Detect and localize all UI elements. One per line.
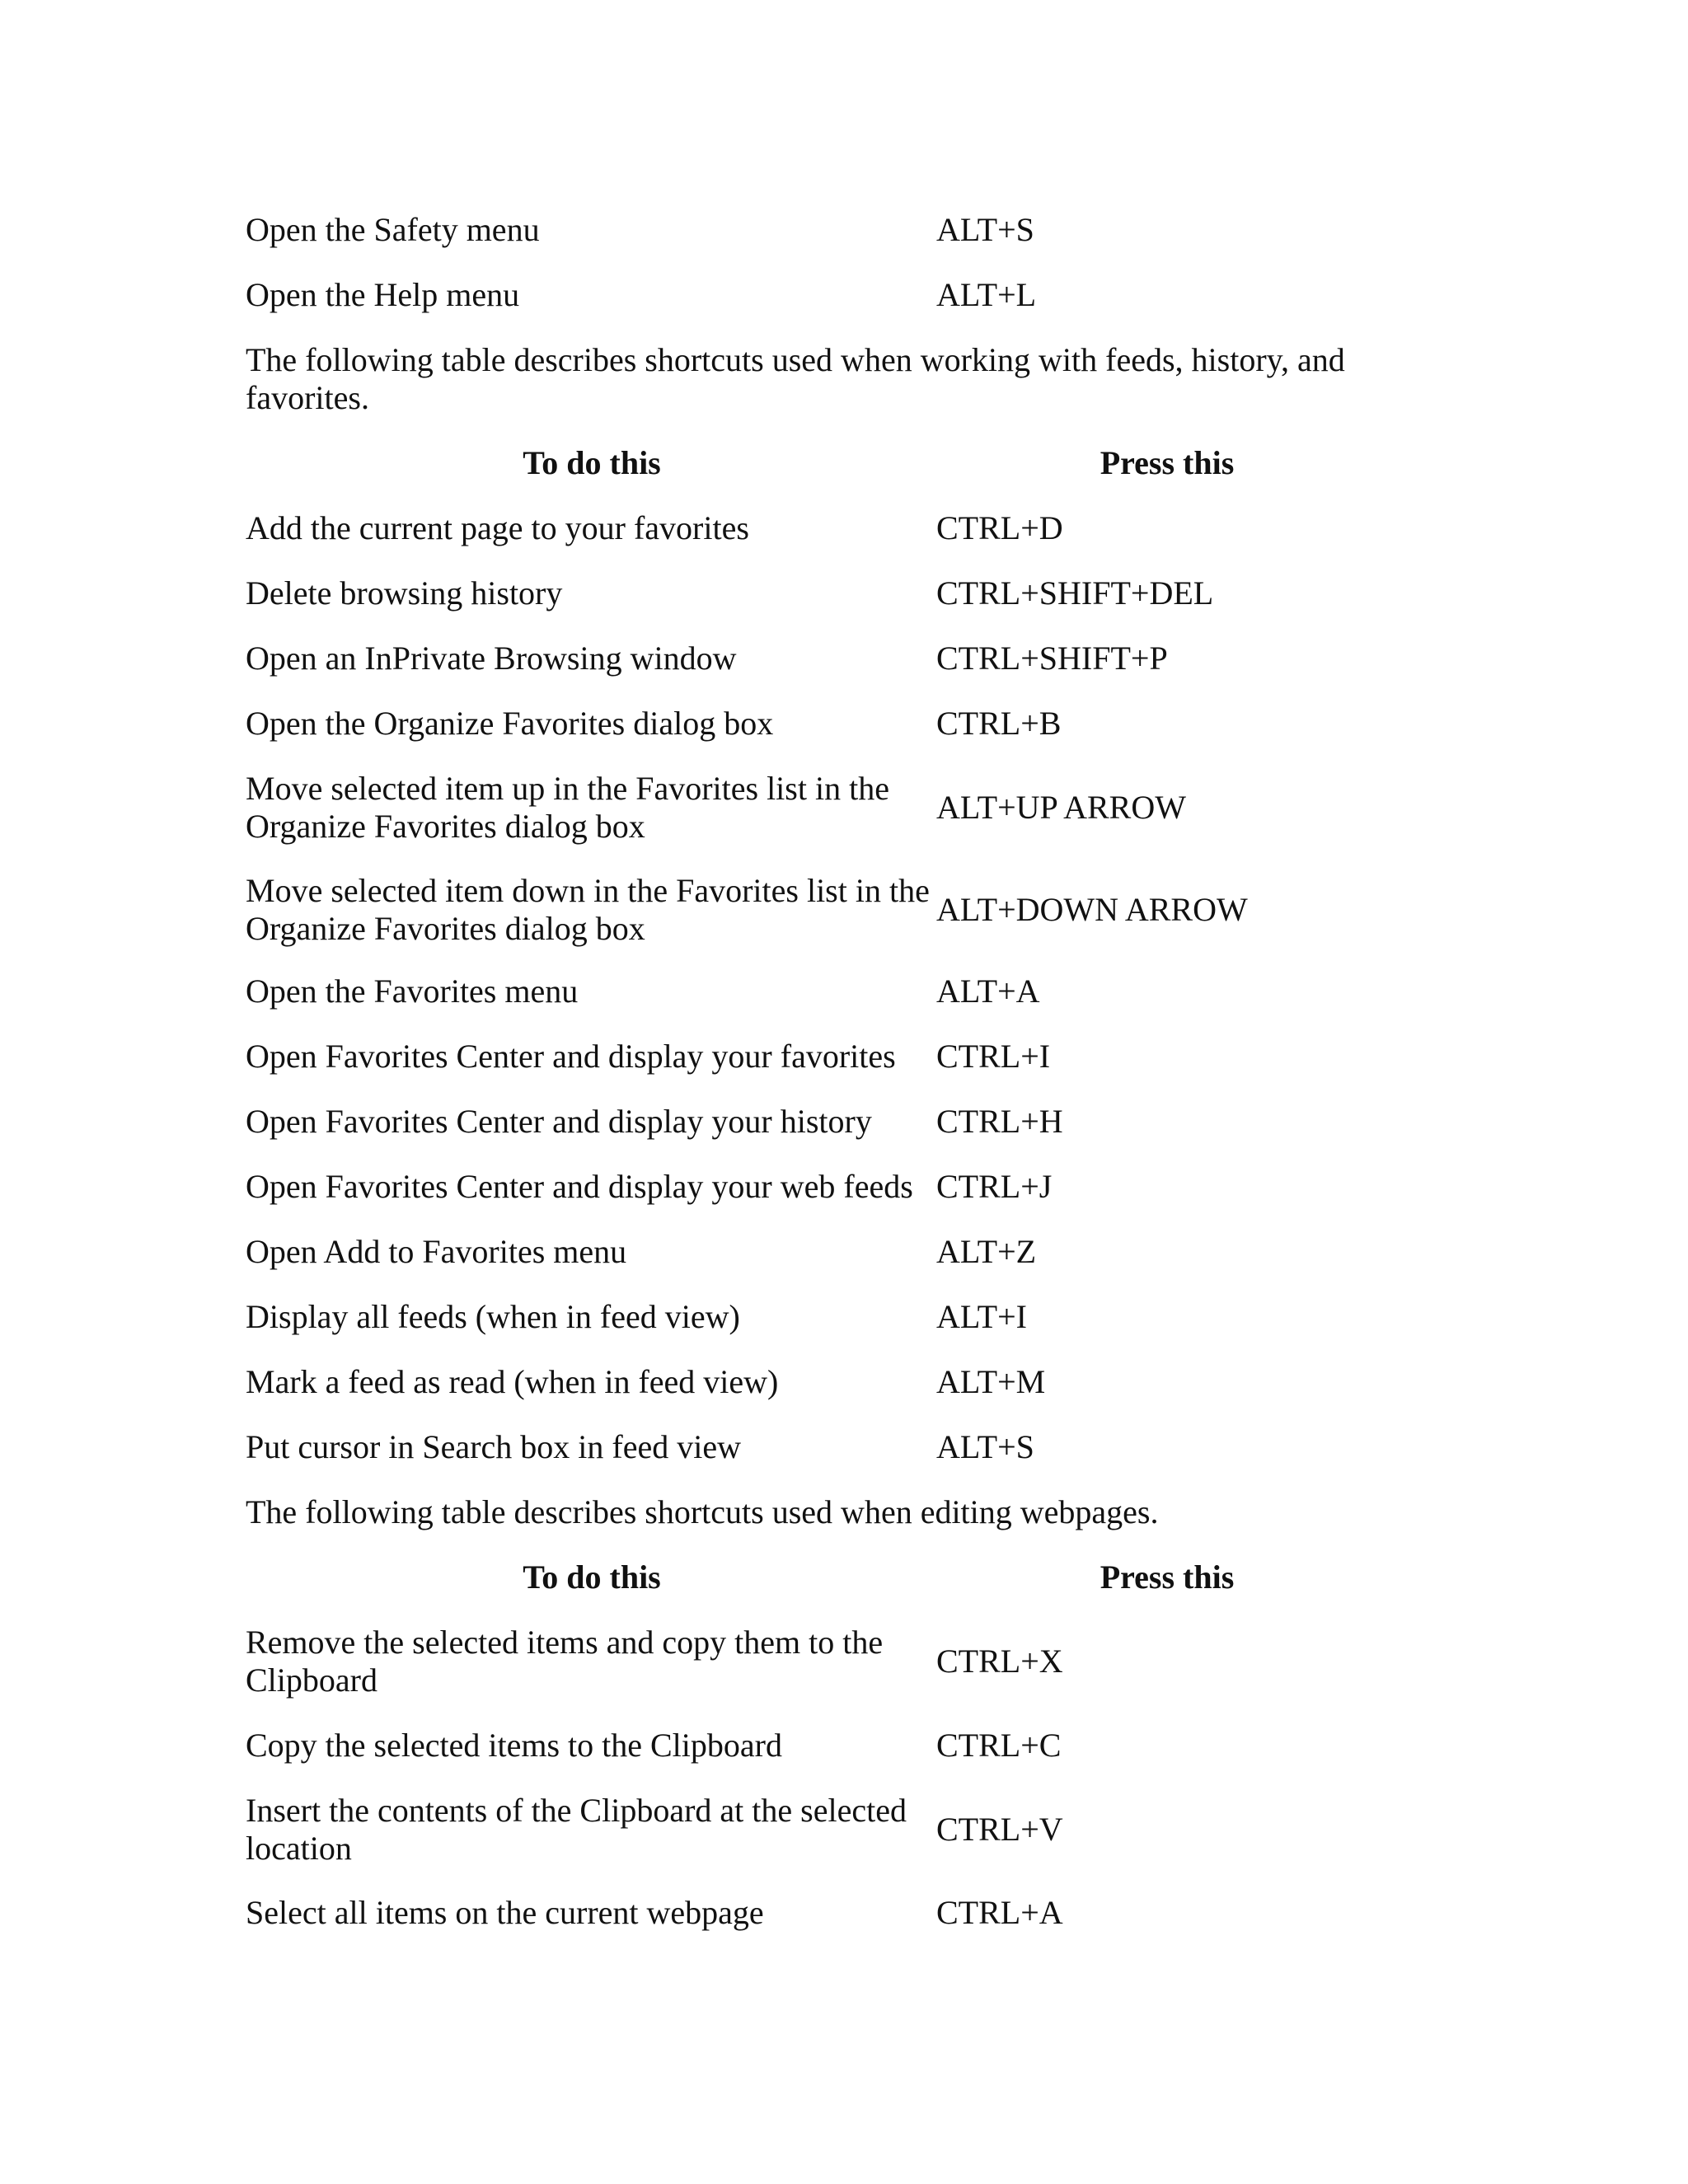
table-row: [246, 1428, 1400, 1466]
shortcut-action: Move selected item down in the Favorites list in the Organize Favorites dialog box: [246, 872, 930, 947]
shortcut-keys: CTRL+SHIFT+P: [936, 640, 1168, 677]
shortcut-action: Open Favorites Center and display your favorites: [246, 1038, 896, 1075]
shortcut-action: Open Favorites Center and display your web feeds: [246, 1168, 913, 1205]
shortcut-action: Add the current page to your favorites: [246, 509, 749, 546]
table-row: [246, 1038, 1400, 1076]
table-row: [246, 1894, 1400, 1932]
shortcut-keys: CTRL+D: [936, 509, 1063, 546]
shortcut-keys: ALT+I: [936, 1298, 1027, 1335]
table-row: [246, 640, 1400, 677]
shortcut-action: Display all feeds (when in feed view): [246, 1298, 740, 1335]
shortcut-keys: CTRL+H: [936, 1103, 1063, 1140]
table-row: [246, 1624, 1400, 1699]
table-row: [246, 276, 1400, 314]
shortcut-action: Mark a feed as read (when in feed view): [246, 1363, 779, 1400]
table-row: [246, 1233, 1400, 1271]
shortcut-keys: ALT+S: [936, 1428, 1034, 1465]
shortcut-keys: CTRL+X: [936, 1643, 1063, 1680]
table-row: [246, 211, 1400, 249]
shortcut-action: Select all items on the current webpage: [246, 1894, 764, 1931]
shortcut-keys: ALT+M: [936, 1363, 1046, 1400]
shortcut-keys: CTRL+I: [936, 1038, 1051, 1075]
table-row: [246, 972, 1400, 1010]
editing-intro-paragraph: The following table describes shortcuts used when editing webpages.: [246, 1493, 1159, 1530]
editing-table-header: [246, 1558, 1400, 1596]
shortcut-action: Move selected item up in the Favorites list in the Organize Favorites dialog box: [246, 770, 889, 845]
shortcut-action: Put cursor in Search box in feed view: [246, 1428, 741, 1465]
shortcut-action: Open Add to Favorites menu: [246, 1233, 627, 1270]
table-row: [246, 509, 1400, 547]
shortcut-keys: ALT+S: [936, 211, 1034, 248]
table-row: [246, 1363, 1400, 1401]
table-row: [246, 1168, 1400, 1206]
shortcut-action: Copy the selected items to the Clipboard: [246, 1727, 782, 1764]
shortcut-action: Remove the selected items and copy them to the Clipboard: [246, 1624, 884, 1699]
feeds-table-header: [246, 444, 1400, 482]
column-header-action: To do this: [523, 444, 661, 481]
table-row: [246, 1298, 1400, 1336]
shortcut-keys: CTRL+SHIFT+DEL: [936, 574, 1214, 612]
feeds-intro-paragraph: The following table describes shortcuts used when working with feeds, history, and favorites.: [246, 341, 1345, 416]
shortcut-action: Open Favorites Center and display your history: [246, 1103, 872, 1140]
shortcut-keys: ALT+Z: [936, 1233, 1037, 1270]
shortcut-keys: CTRL+A: [936, 1894, 1063, 1931]
shortcut-keys: CTRL+C: [936, 1727, 1062, 1764]
table-row: [246, 770, 1400, 846]
table-row: [246, 1103, 1400, 1141]
shortcut-action: Open the Favorites menu: [246, 972, 579, 1010]
column-header-keys: Press this: [1100, 1558, 1235, 1596]
shortcut-action: Insert the contents of the Clipboard at the selected location: [246, 1792, 907, 1867]
shortcut-action: Open an InPrivate Browsing window: [246, 640, 737, 677]
shortcut-keys: ALT+DOWN ARROW: [936, 891, 1248, 928]
table-row: [246, 1727, 1400, 1765]
shortcut-action: Open the Organize Favorites dialog box: [246, 705, 774, 742]
column-header-keys: Press this: [1100, 444, 1235, 481]
shortcut-keys: ALT+L: [936, 276, 1037, 313]
shortcut-keys: ALT+UP ARROW: [936, 789, 1186, 826]
column-header-action: To do this: [523, 1558, 661, 1596]
shortcut-keys: CTRL+B: [936, 705, 1062, 742]
shortcut-action: Delete browsing history: [246, 574, 563, 612]
shortcut-action: Open the Safety menu: [246, 211, 540, 248]
shortcut-action: Open the Help menu: [246, 276, 520, 313]
shortcut-keys: ALT+A: [936, 972, 1040, 1010]
table-row: [246, 872, 1400, 948]
table-row: [246, 705, 1400, 743]
shortcut-keys: CTRL+J: [936, 1168, 1053, 1205]
table-row: [246, 1792, 1400, 1868]
table-row: [246, 574, 1400, 612]
shortcut-keys: CTRL+V: [936, 1811, 1063, 1848]
